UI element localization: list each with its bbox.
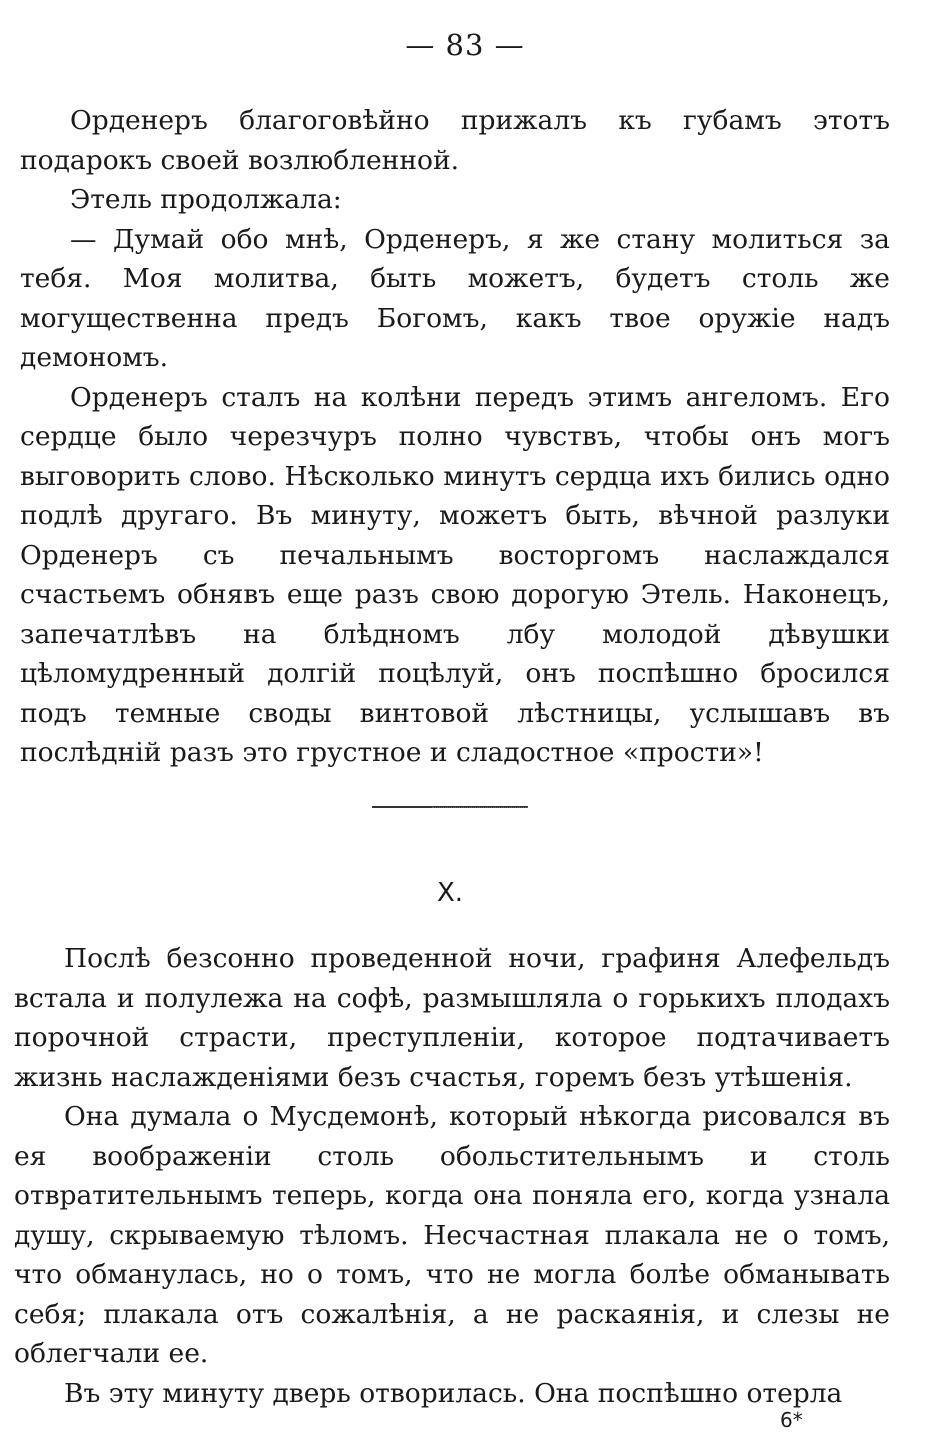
- paragraph: Послѣ безсонно проведенной ночи, графиня Алефельдъ встала и полулежа на софѣ, размышляла о горькихъ плодахъ порочной страсти, преступленіи, которое подтачиваетъ жизнь наслажденіями безъ счастья, горемъ безъ утѣшенія.: [14, 943, 890, 1093]
- paragraph: Орденеръ благоговѣйно прижалъ къ губамъ этотъ подарокъ своей возлюбленной.: [20, 105, 890, 176]
- signature-mark: 6*: [780, 1408, 803, 1432]
- section-divider: [372, 806, 528, 808]
- paragraph: — Думай обо мнѣ, Орденеръ, я же стану молиться за тебя. Моя молитва, быть можетъ, будетъ столь же могущественна предъ Богомъ, какъ твое оружіе надъ демономъ.: [20, 223, 890, 373]
- paragraph: Орденеръ сталъ на колѣни передъ этимъ ангеломъ. Его сердце было черезчуръ полно чувствъ, чтобы онъ могъ выговорить слово. Нѣсколько минутъ сердца ихъ бились одно подлѣ другаго. Въ минуту, можетъ быть, вѣчной разлуки Орденеръ съ печальнымъ восторгомъ наслаждался счастьемъ обнявъ еще разъ свою дорогую Этель. Наконецъ, запечатлѣвъ на блѣдномъ лбу молодой дѣвушки цѣломудренный долгій поцѣлуй, онъ поспѣшно бросился подъ темные своды винтовой лѣстницы, услышавъ въ послѣдній разъ это грустное и сладостное «прости»!: [20, 381, 890, 768]
- chapter-heading: X.: [436, 878, 464, 908]
- paragraph: Она думала о Мусдемонѣ, который нѣкогда рисовался въ ея воображеніи столь обольстительнымъ и столь отвратительнымъ теперь, когда она поняла его, когда узнала душу, скрываемую тѣломъ. Несчастная плакала не о томъ, что обманулась, но о томъ, что не могла болѣе обманывать себя; плакала отъ сожалѣнія, а не раскаянія, и слезы не облегчали ее.: [14, 1101, 890, 1369]
- paragraph: Въ эту минуту дверь отворилась. Она поспѣшно отерла: [64, 1377, 843, 1409]
- text-section-1: [20, 101, 890, 773]
- page-number: — 83 —: [405, 28, 525, 62]
- paragraph: Этель продолжала:: [70, 184, 342, 215]
- text-section-2: [14, 939, 890, 1413]
